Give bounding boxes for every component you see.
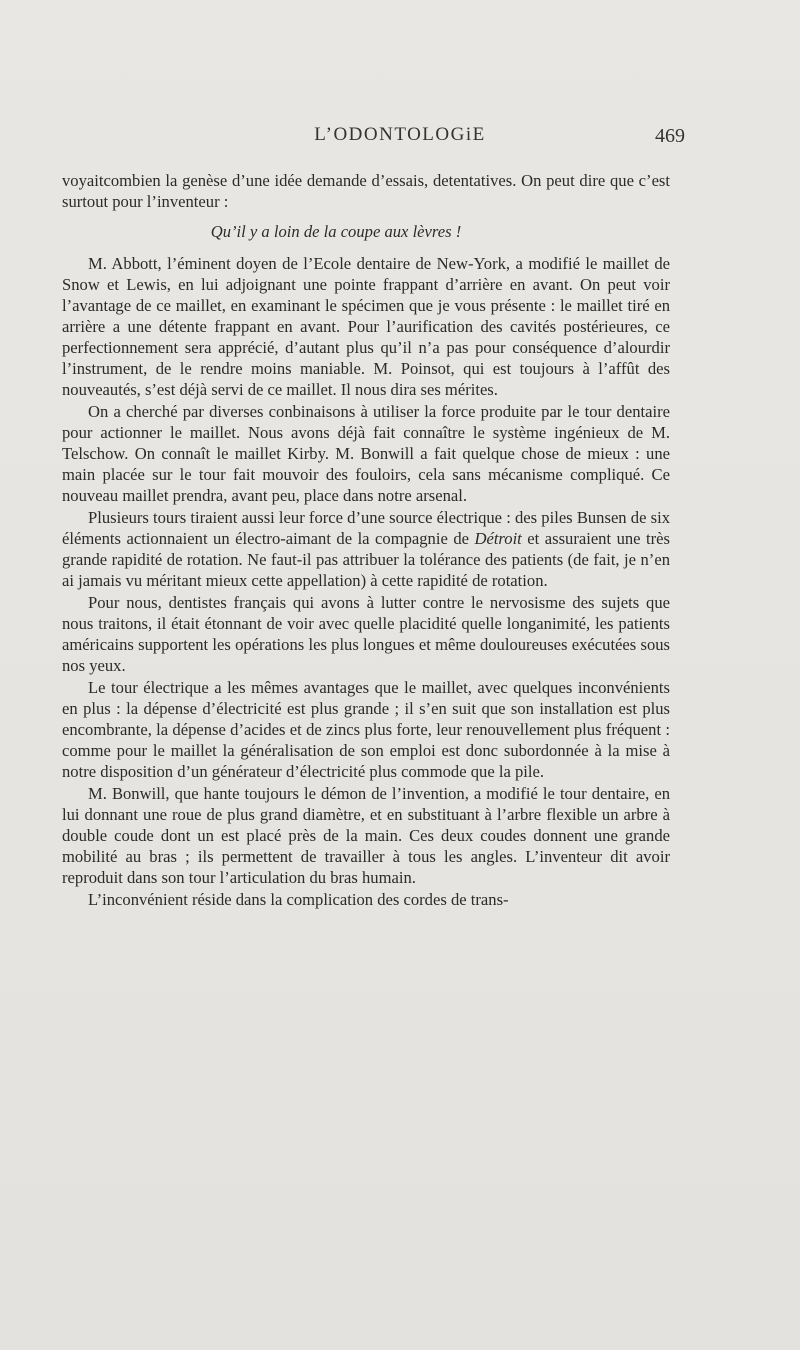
paragraph-dentistes: Pour nous, dentistes français qui avons à lutter contre le nervosisme des sujets que nous traitons, il était étonnant de voir avec quelle placidité quelle longanimité, les patients américains supportent les opérations les plus longues et même douloureuses exécutées sous nos yeux. xyxy=(62,593,670,675)
body-text xyxy=(62,170,670,910)
paragraph-inconvenient: L’inconvénient réside dans la complication des cordes de trans- xyxy=(88,890,509,909)
page-header xyxy=(0,124,800,154)
quotation: Qu’il y a loin de la coupe aux lèvres ! xyxy=(210,222,462,241)
paragraph-electrique xyxy=(62,507,670,591)
paragraph-bonwill: M. Bonwill, que hante toujours le démon de l’invention, a modifié le tour dentaire, en lui donnant une roue de plus grand diamètre, et en substituant à l’arbre flexible un arbre à double coude dont un est placé près de la main. Ces deux coudes donnent une grande mobilité au bras ; ils permettent de travailler à tous les angles. L’inventeur dit avoir reproduit dans son tour l’articulation du bras humain. xyxy=(62,784,670,887)
paragraph-1: voyaitcombien la genèse d’une idée demande d’essais, detentatives. On peut dire que c’est surtout pour l’inventeur : xyxy=(62,171,670,211)
paragraph-maillet: On a cherché par diverses conbinaisons à utiliser la force produite par le tour dentaire pour actionner le maillet. Nous avons déjà fait connaître le système ingénieux de M. Telschow. On connaît le maillet Kirby. M. Bonwill a fait quelque chose de mieux : une main placée sur le tour fait mouvoir des fouloirs, cela sans mécanisme compliqué. Ce nouveau maillet prendra, avant peu, place dans notre arsenal. xyxy=(62,402,670,505)
paragraph-abbott: M. Abbott, l’éminent doyen de l’Ecole dentaire de New-York, a modifié le maillet de Snow et Lewis, en lui adjoignant une pointe frappant d’arrière en avant. On peut voir l’avantage de ce maillet, en examinant le spécimen que je vous présente : le maillet tiré en arrière a une détente frappant en avant. Pour l’aurification des cavités postérieures, ce perfectionnement sera apprécié, d’autant plus qu’il n’a pas pour conséquence d’alourdir l’instrument, de le rendre moins maniable. M. Poinsot, qui est toujours à l’affût des nouveautés, s’est déjà servi de ce maillet. Il nous dira ses mérites. xyxy=(62,254,670,399)
paragraph-tour-electrique: Le tour électrique a les mêmes avantages que le maillet, avec quelques inconvénients en plus : la dépense d’électricité est plus grande ; il s’en suit que son installation est plus encombrante, la dépense d’acides et de zincs plus forte, leur renouvellement plus fréquent : comme pour le maillet la généralisation de son emploi est donc subordonnée à la mise à notre disposition d’un générateur d’électricité plus commode que la pile. xyxy=(62,678,670,781)
emphasis-detroit: Détroit xyxy=(474,529,522,548)
page-number: 469 xyxy=(655,125,685,147)
running-title: L’ODONTOLOGiE xyxy=(314,124,486,145)
paragraph-electrique-text: Plusieurs tours tiraient aussi leur force d’une source électrique : des piles Bunsen de six éléments actionnaient un électro-aimant de la compagnie de Détroit et assuraient une très grande rapidité de rotation. Ne faut-il pas attribuer la tolérance des patients (de fait, je n’en ai jamais vu méritant mieux cette appellation) à cette rapidité de rotation. xyxy=(62,508,670,590)
